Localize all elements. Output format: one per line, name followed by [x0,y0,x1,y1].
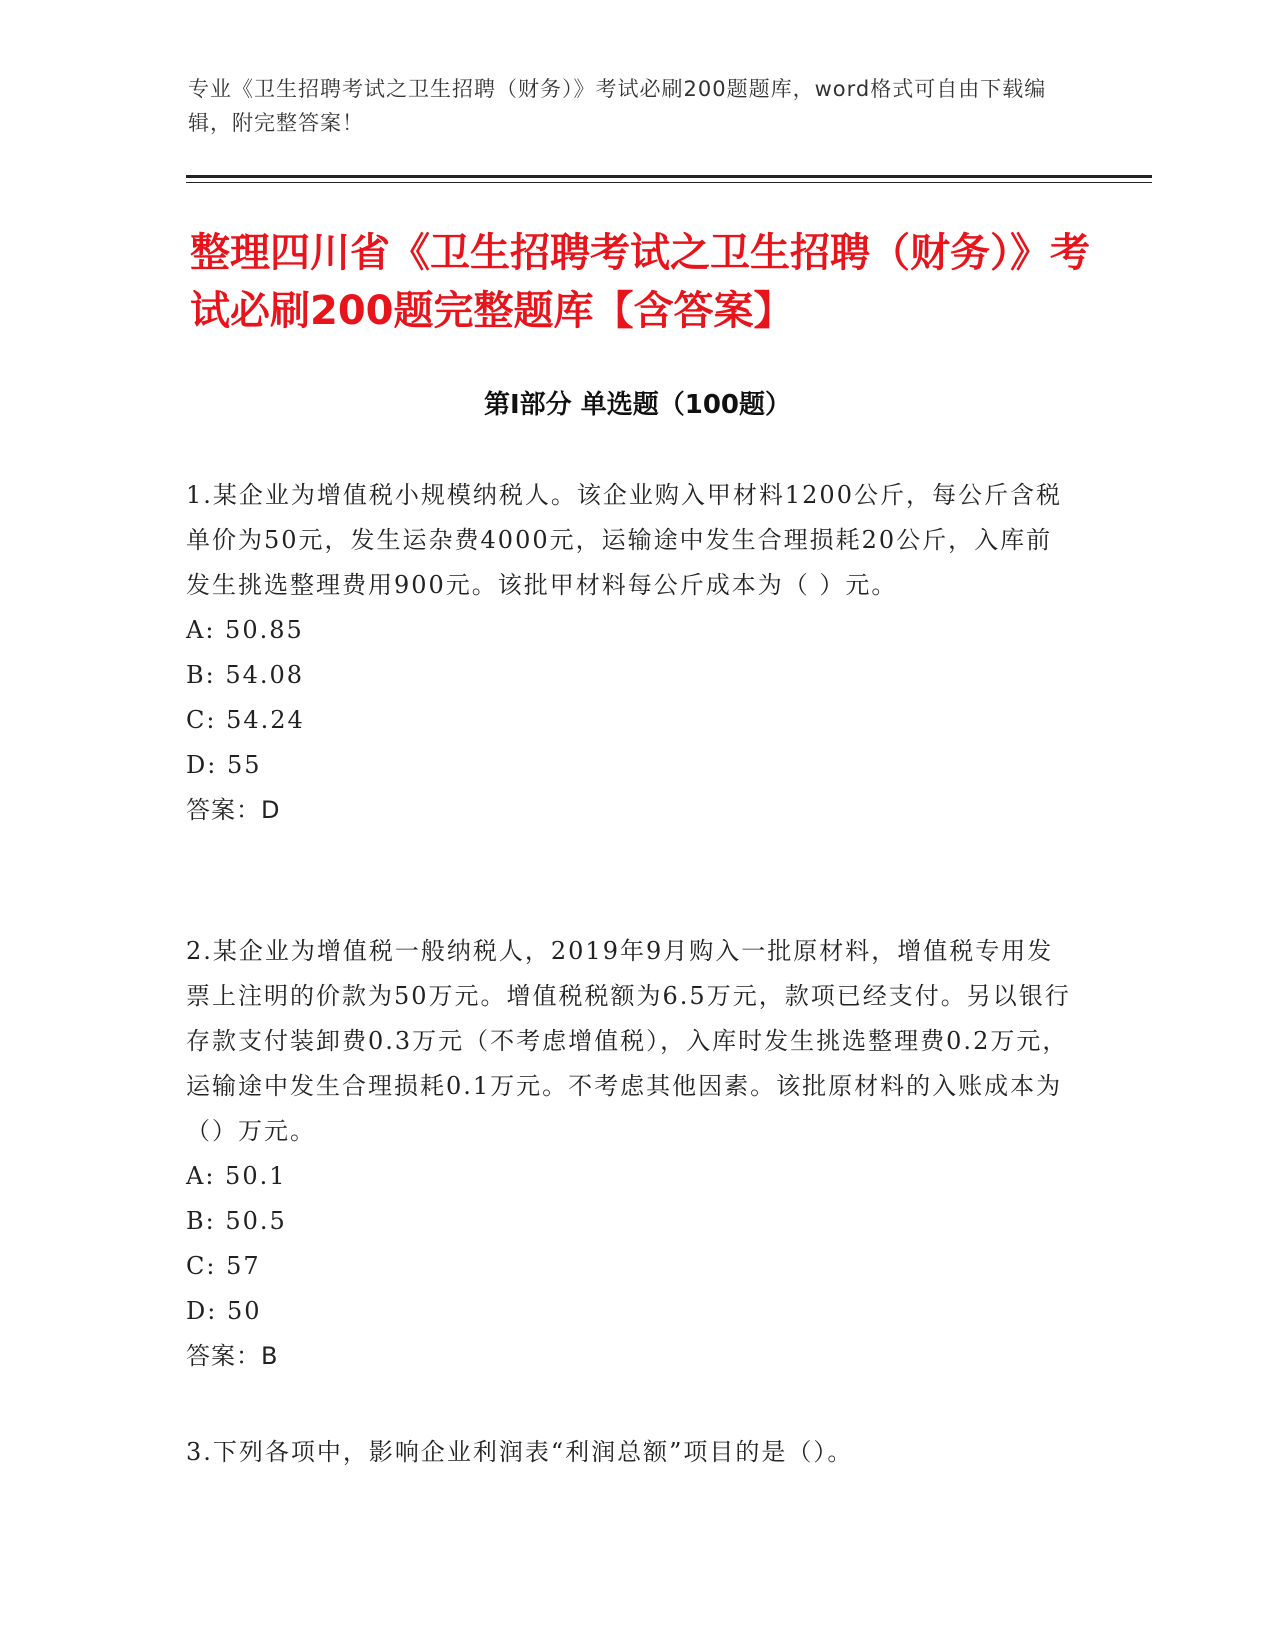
question-1 [186,473,1076,833]
answer: 答案：D [186,796,281,824]
option-c: C: 57 [186,1252,261,1280]
header-divider-thin [186,182,1152,183]
question-3 [186,1430,1076,1475]
question-stem: 2.某企业为增值税一般纳税人，2019年9月购入一批原材料，增值税专用发票上注明的价款为50万元。增值税税额为6.5万元，款项已经支付。另以银行存款支付装卸费0.3万元（不考虑增值税），入库时发生挑选整理费0.2万元，运输途中发生合理损耗0.1万元。不考虑其他因素。该批原材料的入账成本为（）万元。 [186,937,1071,1145]
question-2 [186,929,1076,1379]
section-title: 第I部分 单选题（100题） [484,390,791,420]
question-stem: 3.下列各项中，影响企业利润表“利润总额”项目的是（）。 [186,1438,854,1466]
option-b: B: 50.5 [186,1207,287,1235]
option-d: D: 55 [186,751,262,779]
option-a: A: 50.1 [186,1162,287,1190]
question-stem: 1.某企业为增值税小规模纳税人。该企业购入甲材料1200公斤，每公斤含税单价为50元，发生运杂费4000元，运输途中发生合理损耗20公斤，入库前发生挑选整理费用900元。该批甲材料每公斤成本为（ ）元。 [186,481,1062,599]
option-list [186,608,1076,788]
option-b: B: 54.08 [186,661,305,689]
header-divider-thick [186,175,1152,178]
header-note: 专业《卫生招聘考试之卫生招聘（财务）》考试必刷200题题库，word格式可自由下载编辑，附完整答案！ [188,77,1047,135]
option-a: A: 50.85 [186,616,304,644]
option-c: C: 54.24 [186,706,305,734]
answer: 答案：B [186,1342,279,1370]
option-list [186,1154,1076,1334]
option-d: D: 50 [186,1297,262,1325]
document-title: 整理四川省《卫生招聘考试之卫生招聘（财务）》考试必刷200题完整题库【含答案】 [190,230,1090,334]
